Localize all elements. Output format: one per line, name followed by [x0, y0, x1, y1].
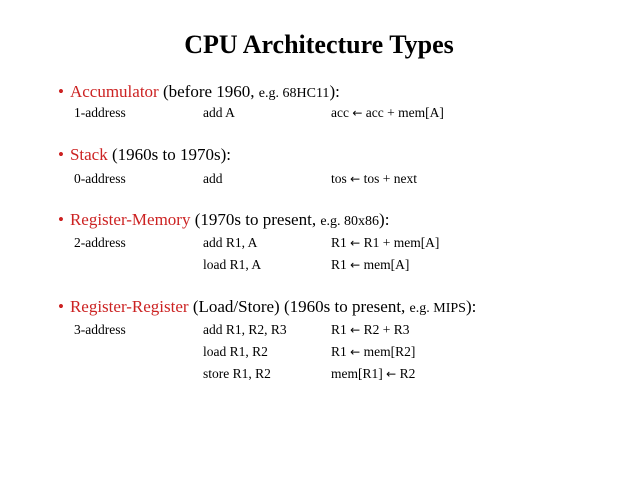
addressing-mode: 1-address [74, 105, 126, 120]
operation [331, 105, 444, 121]
section-note-end: ): [465, 297, 477, 316]
operation [331, 366, 415, 382]
bullet-stack [58, 145, 231, 165]
section-note-end: ): [379, 210, 390, 229]
operation-expr: mem[R2] [363, 344, 416, 359]
operation-expr: R1 + mem[A] [363, 235, 440, 250]
left-arrow-icon: ← [350, 236, 361, 250]
bullet-dot: • [58, 210, 64, 229]
operation [331, 257, 409, 273]
addressing-mode: 3-address [74, 322, 126, 337]
operation-dest: R1 [331, 322, 347, 337]
left-arrow-icon: ← [352, 106, 363, 120]
instruction: load R1, R2 [203, 344, 268, 359]
addressing-mode: 0-address [74, 171, 126, 186]
section-note: (1970s to present, [190, 210, 321, 229]
operation-dest: mem[R1] [331, 366, 383, 381]
operation-dest: tos [331, 171, 347, 186]
operation-dest: acc [331, 105, 349, 120]
operation-expr: R2 [399, 366, 416, 381]
instruction: add R1, R2, R3 [203, 322, 287, 337]
operation-expr: R2 + R3 [363, 322, 410, 337]
bullet-dot: • [58, 82, 64, 101]
instruction: add A [203, 105, 235, 120]
section-note-end: ): [329, 82, 340, 101]
left-arrow-icon: ← [350, 323, 361, 337]
instruction: add [203, 171, 223, 186]
slide-title: CPU Architecture Types [184, 30, 454, 59]
bullet-dot: • [58, 297, 64, 316]
bullet-register-register [58, 297, 476, 317]
section-name: Accumulator [69, 82, 159, 101]
addressing-mode: 2-address [74, 235, 126, 250]
operation-expr: tos + next [363, 171, 417, 186]
section-name: Register-Register [69, 297, 189, 316]
operation-expr: mem[A] [363, 257, 410, 272]
operation [331, 322, 409, 338]
bullet-dot: • [58, 145, 64, 164]
section-note: (Load/Store) (1960s to present, [188, 297, 410, 316]
left-arrow-icon: ← [350, 258, 361, 272]
operation-dest: R1 [331, 344, 347, 359]
section-note: (before 1960, [158, 82, 259, 101]
section-example: e.g. 68HC11 [258, 86, 330, 101]
instruction: store R1, R2 [203, 366, 271, 381]
operation [331, 171, 417, 187]
section-name: Register-Memory [69, 210, 191, 229]
operation-dest: R1 [331, 235, 347, 250]
instruction: load R1, A [203, 257, 262, 272]
section-example: e.g. 80x86 [320, 214, 380, 229]
operation [331, 344, 415, 360]
bullet-register-memory [58, 210, 389, 230]
left-arrow-icon: ← [350, 172, 361, 186]
left-arrow-icon: ← [386, 367, 397, 381]
section-example: e.g. MIPS [409, 301, 466, 316]
bullet-accumulator [58, 82, 340, 102]
section-name: Stack [69, 145, 108, 164]
instruction: add R1, A [203, 235, 258, 250]
left-arrow-icon: ← [350, 345, 361, 359]
operation-expr: acc + mem[A] [365, 105, 444, 120]
section-note: (1960s to 1970s): [107, 145, 231, 164]
operation-dest: R1 [331, 257, 347, 272]
operation [331, 235, 439, 251]
